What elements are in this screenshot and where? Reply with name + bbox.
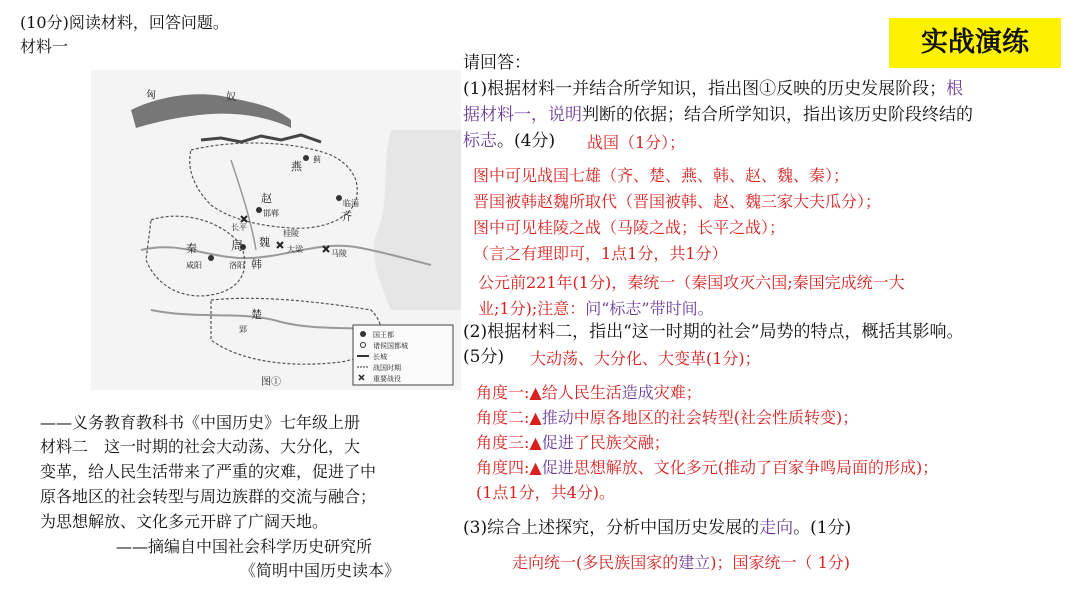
triangle-icon: ▲	[529, 458, 542, 477]
map-label-zhao: 赵	[261, 192, 272, 205]
legend-item-1: 诸侯国都城	[373, 342, 408, 350]
a2-angle-keyword: 促进	[541, 458, 574, 477]
a2-score: (1点1分，共4分)。	[476, 483, 616, 502]
question-prompt: (10分)阅读材料，回答问题。	[20, 13, 229, 32]
q1-line1	[463, 76, 963, 102]
material1-label: 材料一	[20, 37, 69, 56]
map-caption: 图①	[261, 377, 281, 388]
q1-line2	[463, 102, 973, 128]
legend-item-3: 战国时期	[373, 364, 401, 372]
a2-angle-row	[476, 430, 670, 456]
map-label-daliang: 大梁	[287, 245, 303, 254]
a2-angle-row	[476, 405, 858, 431]
map-label-han: 韩	[251, 258, 262, 271]
a1-basis: 图中可见战国七雄（齐、楚、燕、韩、赵、魏、秦）；	[473, 166, 850, 185]
map-label-chu: 楚	[251, 308, 262, 321]
material2-source-line1: ——摘编自中国社会科学历史研究所	[116, 537, 373, 556]
q3-line	[463, 515, 851, 541]
q2-line1: (2)根据材料二，指出“这一时期的社会”局势的特点，概括其影响。	[463, 322, 964, 342]
a2-angle-row	[476, 380, 702, 406]
a2-angle-keyword: 推动	[541, 408, 574, 427]
map-label-xiongnu-b: 奴	[226, 92, 236, 103]
map-label-maling: 马陵	[331, 249, 347, 258]
material2-line: 原各地区的社会转型与周边族群的交流与融合；	[40, 487, 377, 506]
q1-line3	[463, 128, 555, 154]
material2-source-line2: 《简明中国历史读本》	[240, 561, 401, 580]
triangle-icon: ▲	[529, 433, 542, 452]
legend-item-2: 长城	[373, 353, 387, 361]
triangle-icon: ▲	[529, 408, 542, 427]
a2-angle-keyword: 促进	[541, 433, 574, 452]
map-label-qin: 秦	[186, 242, 197, 255]
a1-end-line1: 公元前221年(1分)，秦统一（秦国攻灭六国;秦国完成统一大	[478, 273, 905, 292]
map-label-linzi: 临淄	[343, 199, 359, 208]
a2-angle-keyword: 造成	[621, 383, 654, 402]
q1-line2-text: 判断的依据；结合所学知识，指出该历史阶段终结的	[582, 105, 973, 125]
a3-keyword: 建立	[678, 553, 711, 572]
material2-line: 变革，给人民生活带来了严重的灾难，促进了中	[40, 462, 377, 481]
a2-feature: 大动荡、大分化、大变革(1分)；	[530, 349, 761, 368]
map-label-xiongnu-a: 匈	[146, 90, 156, 101]
a2-angle-text: 给人民生活	[541, 383, 622, 402]
map-label-handan: 邯郸	[263, 209, 279, 218]
a1-end-note: 问“标志”带时间。	[585, 299, 714, 318]
q2-line2: (5分)	[463, 347, 505, 367]
q1-line1-highlight: 根	[946, 79, 964, 99]
q3-keyword: 走向	[759, 518, 794, 538]
triangle-icon: ▲	[529, 383, 542, 402]
source1: ——义务教育教科书《中国历史》七年级上册	[40, 413, 361, 432]
a3-answer	[512, 550, 850, 576]
q1-line3-text: 。(4分)	[497, 131, 556, 151]
material2-line: 材料二 这一时期的社会大动荡、大分化，大	[40, 437, 361, 456]
a1-stage: 战国（1分）；	[587, 133, 686, 152]
question-header: 请回答：	[463, 53, 531, 73]
q1-line2-highlight: 据材料一，说明	[463, 105, 582, 125]
a1-basis: 晋国被韩赵魏所取代（晋国被韩、赵、魏三家大夫瓜分）；	[473, 192, 882, 211]
legend-item-0: 国王都	[373, 331, 394, 339]
map-label-luoyang: 洛阳	[229, 261, 245, 270]
a2-angle-end: 思想解放、文化多元(推动了百家争鸣局面的形成)；	[573, 458, 939, 477]
q1-line1-text: (1)根据材料一并结合所学知识，指出图①反映的历史发展阶段；	[463, 79, 947, 99]
a2-angle-end: 灾难；	[653, 383, 702, 402]
a2-angle-label: 角度二:	[476, 408, 530, 427]
map-label-changping: 长平	[231, 223, 247, 232]
map-label-ji: 蓟	[313, 155, 321, 164]
a3-text: 走向统一(多民族国家的	[512, 553, 679, 572]
map-label-yin: 郢	[239, 325, 247, 334]
warring-states-map	[91, 70, 461, 390]
q3-score: 。(1分)	[793, 518, 852, 538]
map-label-zhou: 周	[231, 239, 244, 253]
map-label-xianyang: 咸阳	[186, 261, 202, 270]
map-label-guiling: 桂陵	[283, 229, 299, 238]
map-label-yan: 燕	[291, 160, 302, 173]
a1-basis: （言之有理即可，1点1分，共1分）	[473, 244, 728, 263]
q3-text: (3)综合上述探究，分析中国历史发展的	[463, 518, 760, 538]
a2-angle-label: 角度三:	[476, 433, 530, 452]
a2-angle-end: 中原各地区的社会转型(社会性质转变)；	[573, 408, 859, 427]
legend-item-4: 重要战役	[373, 375, 401, 383]
q1-line3-highlight: 标志	[463, 131, 497, 151]
a3-end: )；国家统一（ 1分)	[710, 553, 851, 572]
material2-line: 为思想解放、文化多元开辟了广阔天地。	[40, 512, 329, 531]
a2-angle-label: 角度一:	[476, 383, 530, 402]
a2-angle-label: 角度四:	[476, 458, 530, 477]
map-label-qi: 齐	[341, 210, 352, 223]
a1-basis: 图中可见桂陵之战（马陵之战；长平之战）；	[473, 218, 786, 237]
a2-angle-end: 了民族交融；	[573, 433, 670, 452]
practice-badge: 实战演练	[889, 18, 1061, 68]
map-label-wei: 魏	[259, 236, 270, 249]
a1-end-line2-text: 业;1分);注意：	[478, 299, 586, 318]
a2-angle-row	[476, 455, 938, 481]
